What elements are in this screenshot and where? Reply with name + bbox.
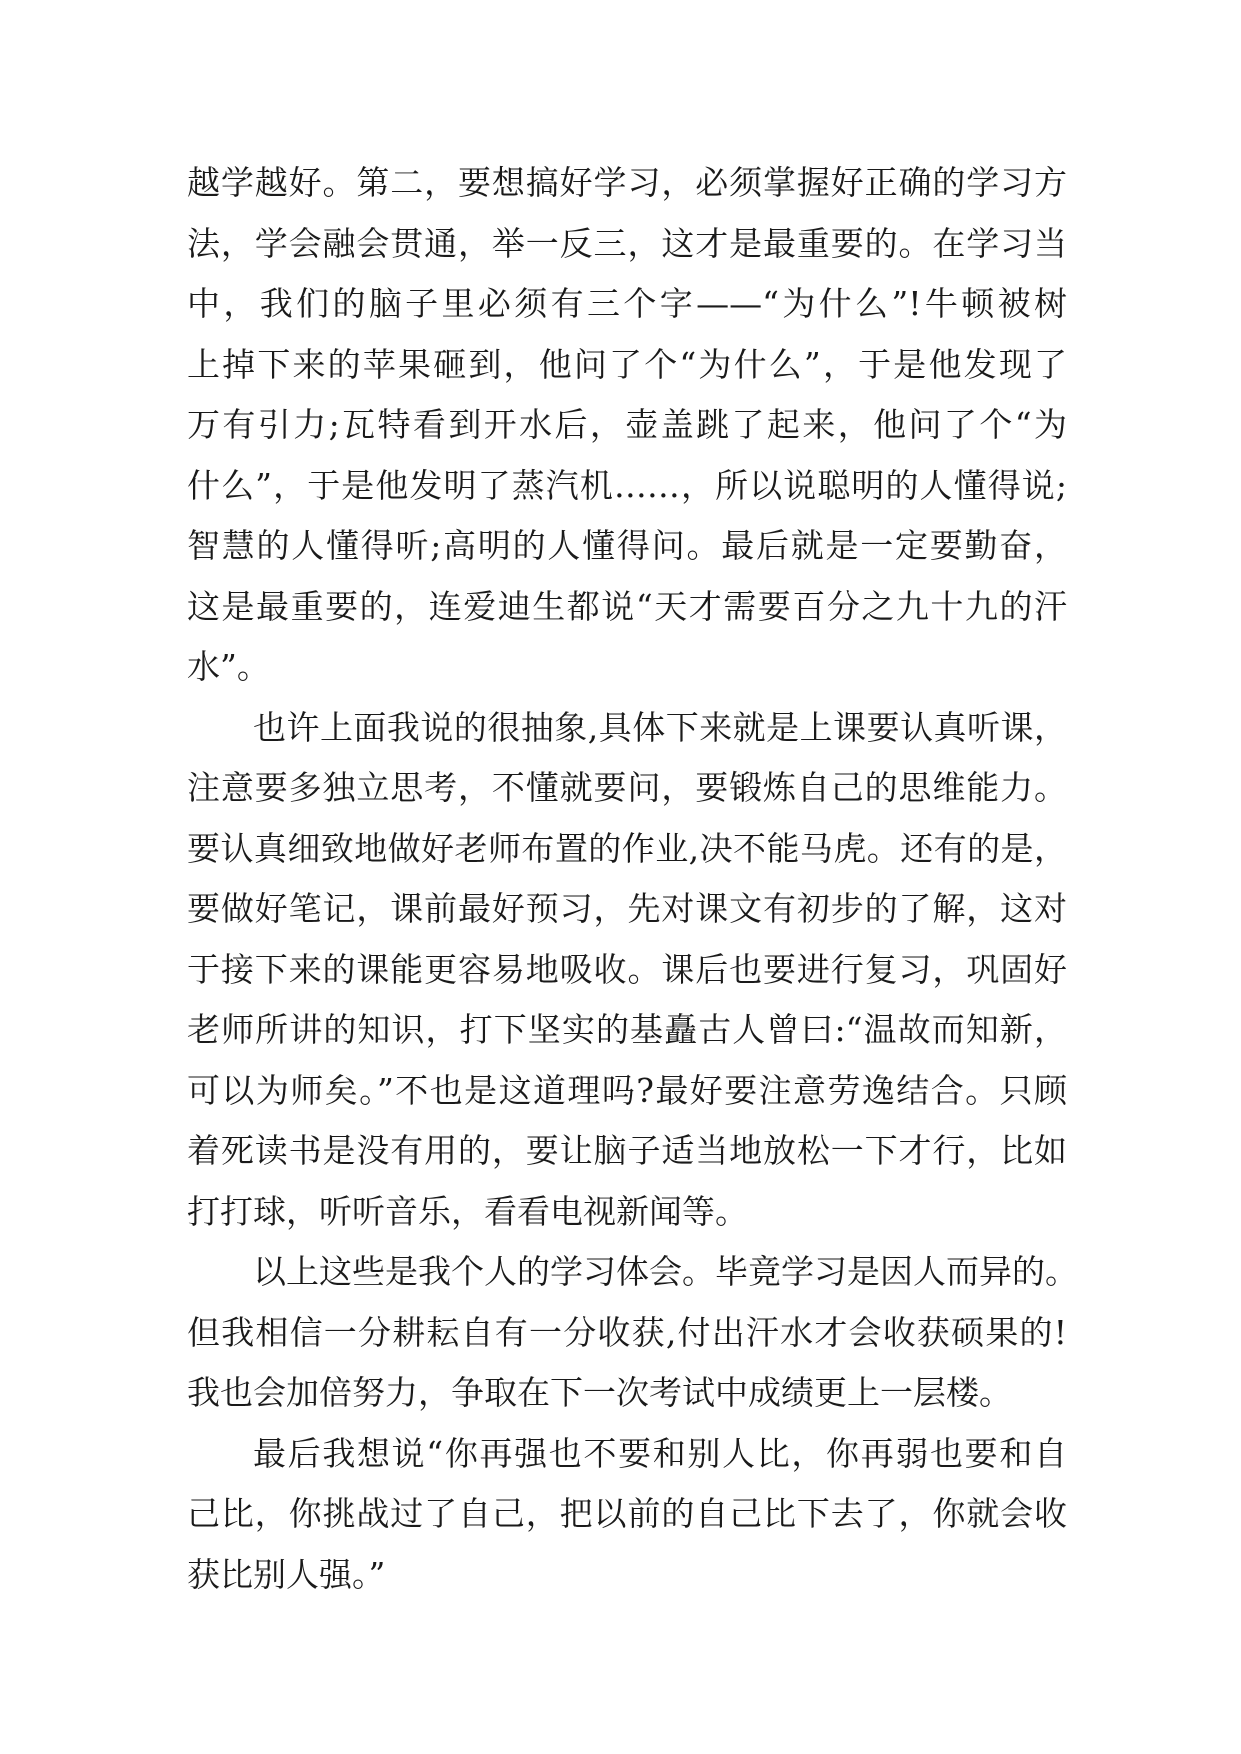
text-line: 老师所讲的知识，打下坚实的基矗古人曾曰:“温故而知新，: [187, 1010, 1067, 1049]
text-line: 越学越好。第二，要想搞好学习，必须掌握好正确的学习方: [187, 163, 1067, 202]
text-line: 以上这些是我个人的学习体会。毕竟学习是因人而异的。: [253, 1252, 1078, 1291]
text-line: 于接下来的课能更容易地吸收。课后也要进行复习，巩固好: [187, 949, 1067, 989]
text-line: 要做好笔记，课前最好预习，先对课文有初步的了解，这对: [187, 889, 1067, 928]
text-line: 要认真细致地做好老师布置的作业,决不能马虎。还有的是，: [187, 828, 1067, 868]
text-line: 也许上面我说的很抽象,具体下来就是上课要认真听课，: [253, 707, 1067, 747]
document-body: [187, 153, 1078, 1605]
text-line: 获比别人强。”: [187, 1554, 386, 1594]
text-line: 我也会加倍努力，争取在下一次考试中成绩更上一层楼。: [187, 1373, 1012, 1412]
text-line: 水”。: [187, 647, 270, 686]
text-line: 法，学会融会贯通，举一反三，这才是最重要的。在学习当: [187, 223, 1067, 263]
text-line: 中，我们的脑子里必须有三个字——“为什么”!牛顿被树: [187, 284, 1067, 323]
text-line: 打打球，听听音乐，看看电视新闻等。: [187, 1191, 748, 1231]
text-line: 但我相信一分耕耘自有一分收获,付出汗水才会收获硕果的!: [187, 1312, 1067, 1352]
text-line: 智慧的人懂得听;高明的人懂得问。最后就是一定要勤奋，: [187, 526, 1067, 565]
text-line: 己比，你挑战过了自己，把以前的自己比下去了，你就会收: [187, 1494, 1067, 1533]
text-line: 什么”，于是他发明了蒸汽机……，所以说聪明的人懂得说;: [187, 465, 1067, 505]
text-line: 注意要多独立思考，不懂就要问，要锻炼自己的思维能力。: [187, 768, 1067, 807]
text-line: 这是最重要的，连爱迪生都说“天才需要百分之九十九的汗: [187, 586, 1067, 626]
text-line: 可以为师矣。”不也是这道理吗?最好要注意劳逸结合。只顾: [187, 1070, 1067, 1110]
text-line: 上掉下来的苹果砸到，他问了个“为什么”，于是他发现了: [187, 344, 1067, 384]
text-line: 万有引力;瓦特看到开水后，壶盖跳了起来，他问了个“为: [187, 405, 1067, 444]
text-line: 着死读书是没有用的，要让脑子适当地放松一下才行，比如: [187, 1131, 1067, 1170]
text-line: 最后我想说“你再强也不要和别人比，你再弱也要和自: [253, 1433, 1067, 1473]
